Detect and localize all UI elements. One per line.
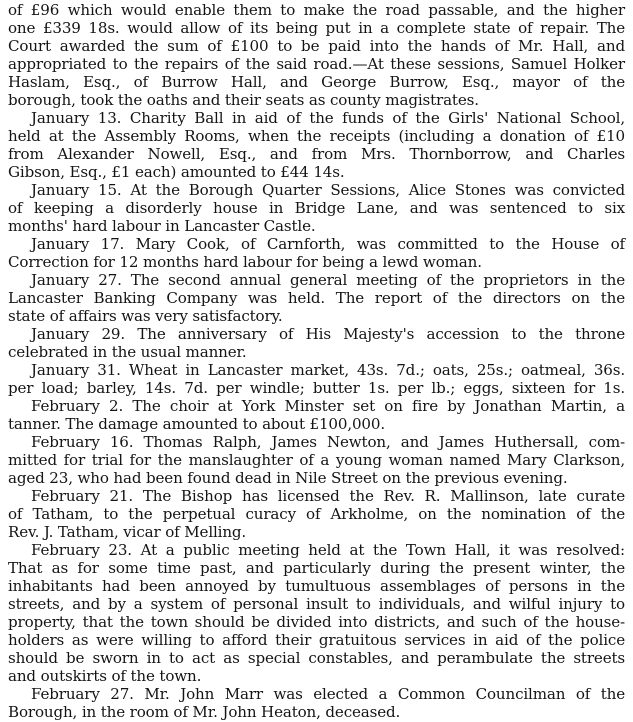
text-line: from Alexander Nowell, Esq., and from Mrs. Thornborrow, and Charles <box>8 145 625 163</box>
entry-start-line: January 17. Mary Cook, of Carnforth, was committed to the House of <box>31 235 625 253</box>
text-line: Haslam, Esq., of Burrow Hall, and George Burrow, Esq., mayor of the <box>8 73 625 91</box>
text-line: inhabitants had been annoyed by tumultuous assemblages of persons in the <box>8 577 625 595</box>
entry-start-line: January 27. The second annual general meeting of the proprietors in the <box>31 271 625 289</box>
entry-start-line: January 15. At the Borough Quarter Sessions, Alice Stones was convicted <box>31 181 625 199</box>
entry-start-line: January 31. Wheat in Lancaster market, 43s. 7d.; oats, 25s.; oatmeal, 36s. <box>31 361 625 379</box>
entry-start-line: February 27. Mr. John Marr was elected a Common Councilman of the <box>31 685 625 703</box>
text-line: of Tatham, to the perpetual curacy of Arkholme, on the nomination of the <box>8 505 625 523</box>
text-line: mitted for trial for the manslaughter of a young woman named Mary Clarkson, <box>8 451 625 469</box>
entry-start-line: February 2. The choir at York Minster set on fire by Jonathan Martin, a <box>31 397 625 415</box>
text-line: months' hard labour in Lancaster Castle. <box>8 217 316 235</box>
text-line: one £339 18s. would allow of its being put in a complete state of repair. The <box>8 19 625 37</box>
text-line: Lancaster Banking Company was held. The report of the directors on the <box>8 289 625 307</box>
text-line: property, that the town should be divided into districts, and such of the house- <box>8 613 625 631</box>
text-line: state of affairs was very satisfactory. <box>8 307 283 325</box>
text-line: aged 23, who had been found dead in Nile Street on the previous evening. <box>8 469 568 487</box>
text-line: celebrated in the usual manner. <box>8 343 247 361</box>
text-line: held at the Assembly Rooms, when the receipts (including a donation of £10 <box>8 127 625 145</box>
text-line: of keeping a disorderly house in Bridge Lane, and was sentenced to six <box>8 199 625 217</box>
entry-start-line: February 16. Thomas Ralph, James Newton, and James Huthersall, com- <box>31 433 625 451</box>
text-line: Correction for 12 months hard labour for being a lewd woman. <box>8 253 482 271</box>
text-line: Court awarded the sum of £100 to be paid into the hands of Mr. Hall, and <box>8 37 625 55</box>
entry-start-line: January 13. Charity Ball in aid of the funds of the Girls' National School, <box>31 109 625 127</box>
text-line: streets, and by a system of personal insult to individuals, and wilful injury to <box>8 595 625 613</box>
text-line: should be sworn in to act as special constables, and perambulate the streets <box>8 649 625 667</box>
entry-start-line: February 21. The Bishop has licensed the Rev. R. Mallinson, late curate <box>31 487 625 505</box>
text-line: Rev. J. Tatham, vicar of Melling. <box>8 523 247 541</box>
entry-start-line: February 23. At a public meeting held at the Town Hall, it was resolved: <box>31 541 625 559</box>
text-line: Gibson, Esq., £1 each) amounted to £44 14s. <box>8 163 345 181</box>
text-line: That as for some time past, and particularly during the present winter, the <box>8 559 625 577</box>
text-line: holders as were willing to afford their gratuitous services in aid of the police <box>8 631 625 649</box>
text-line: and outskirts of the town. <box>8 667 202 685</box>
text-line: per load; barley, 14s. 7d. per windle; butter 1s. per lb.; eggs, sixteen for 1s. <box>8 379 625 397</box>
text-line: appropriated to the repairs of the said road.—At these sessions, Samuel Holker <box>8 55 625 73</box>
text-line: borough, took the oaths and their seats as county magistrates. <box>8 91 479 109</box>
text-line: Borough, in the room of Mr. John Heaton, deceased. <box>8 703 401 721</box>
text-line: of £96 which would enable them to make the road passable, and the higher <box>8 1 625 19</box>
text-line: tanner. The damage amounted to about £100,000. <box>8 415 385 433</box>
entry-start-line: January 29. The anniversary of His Majesty's accession to the throne <box>31 325 625 343</box>
